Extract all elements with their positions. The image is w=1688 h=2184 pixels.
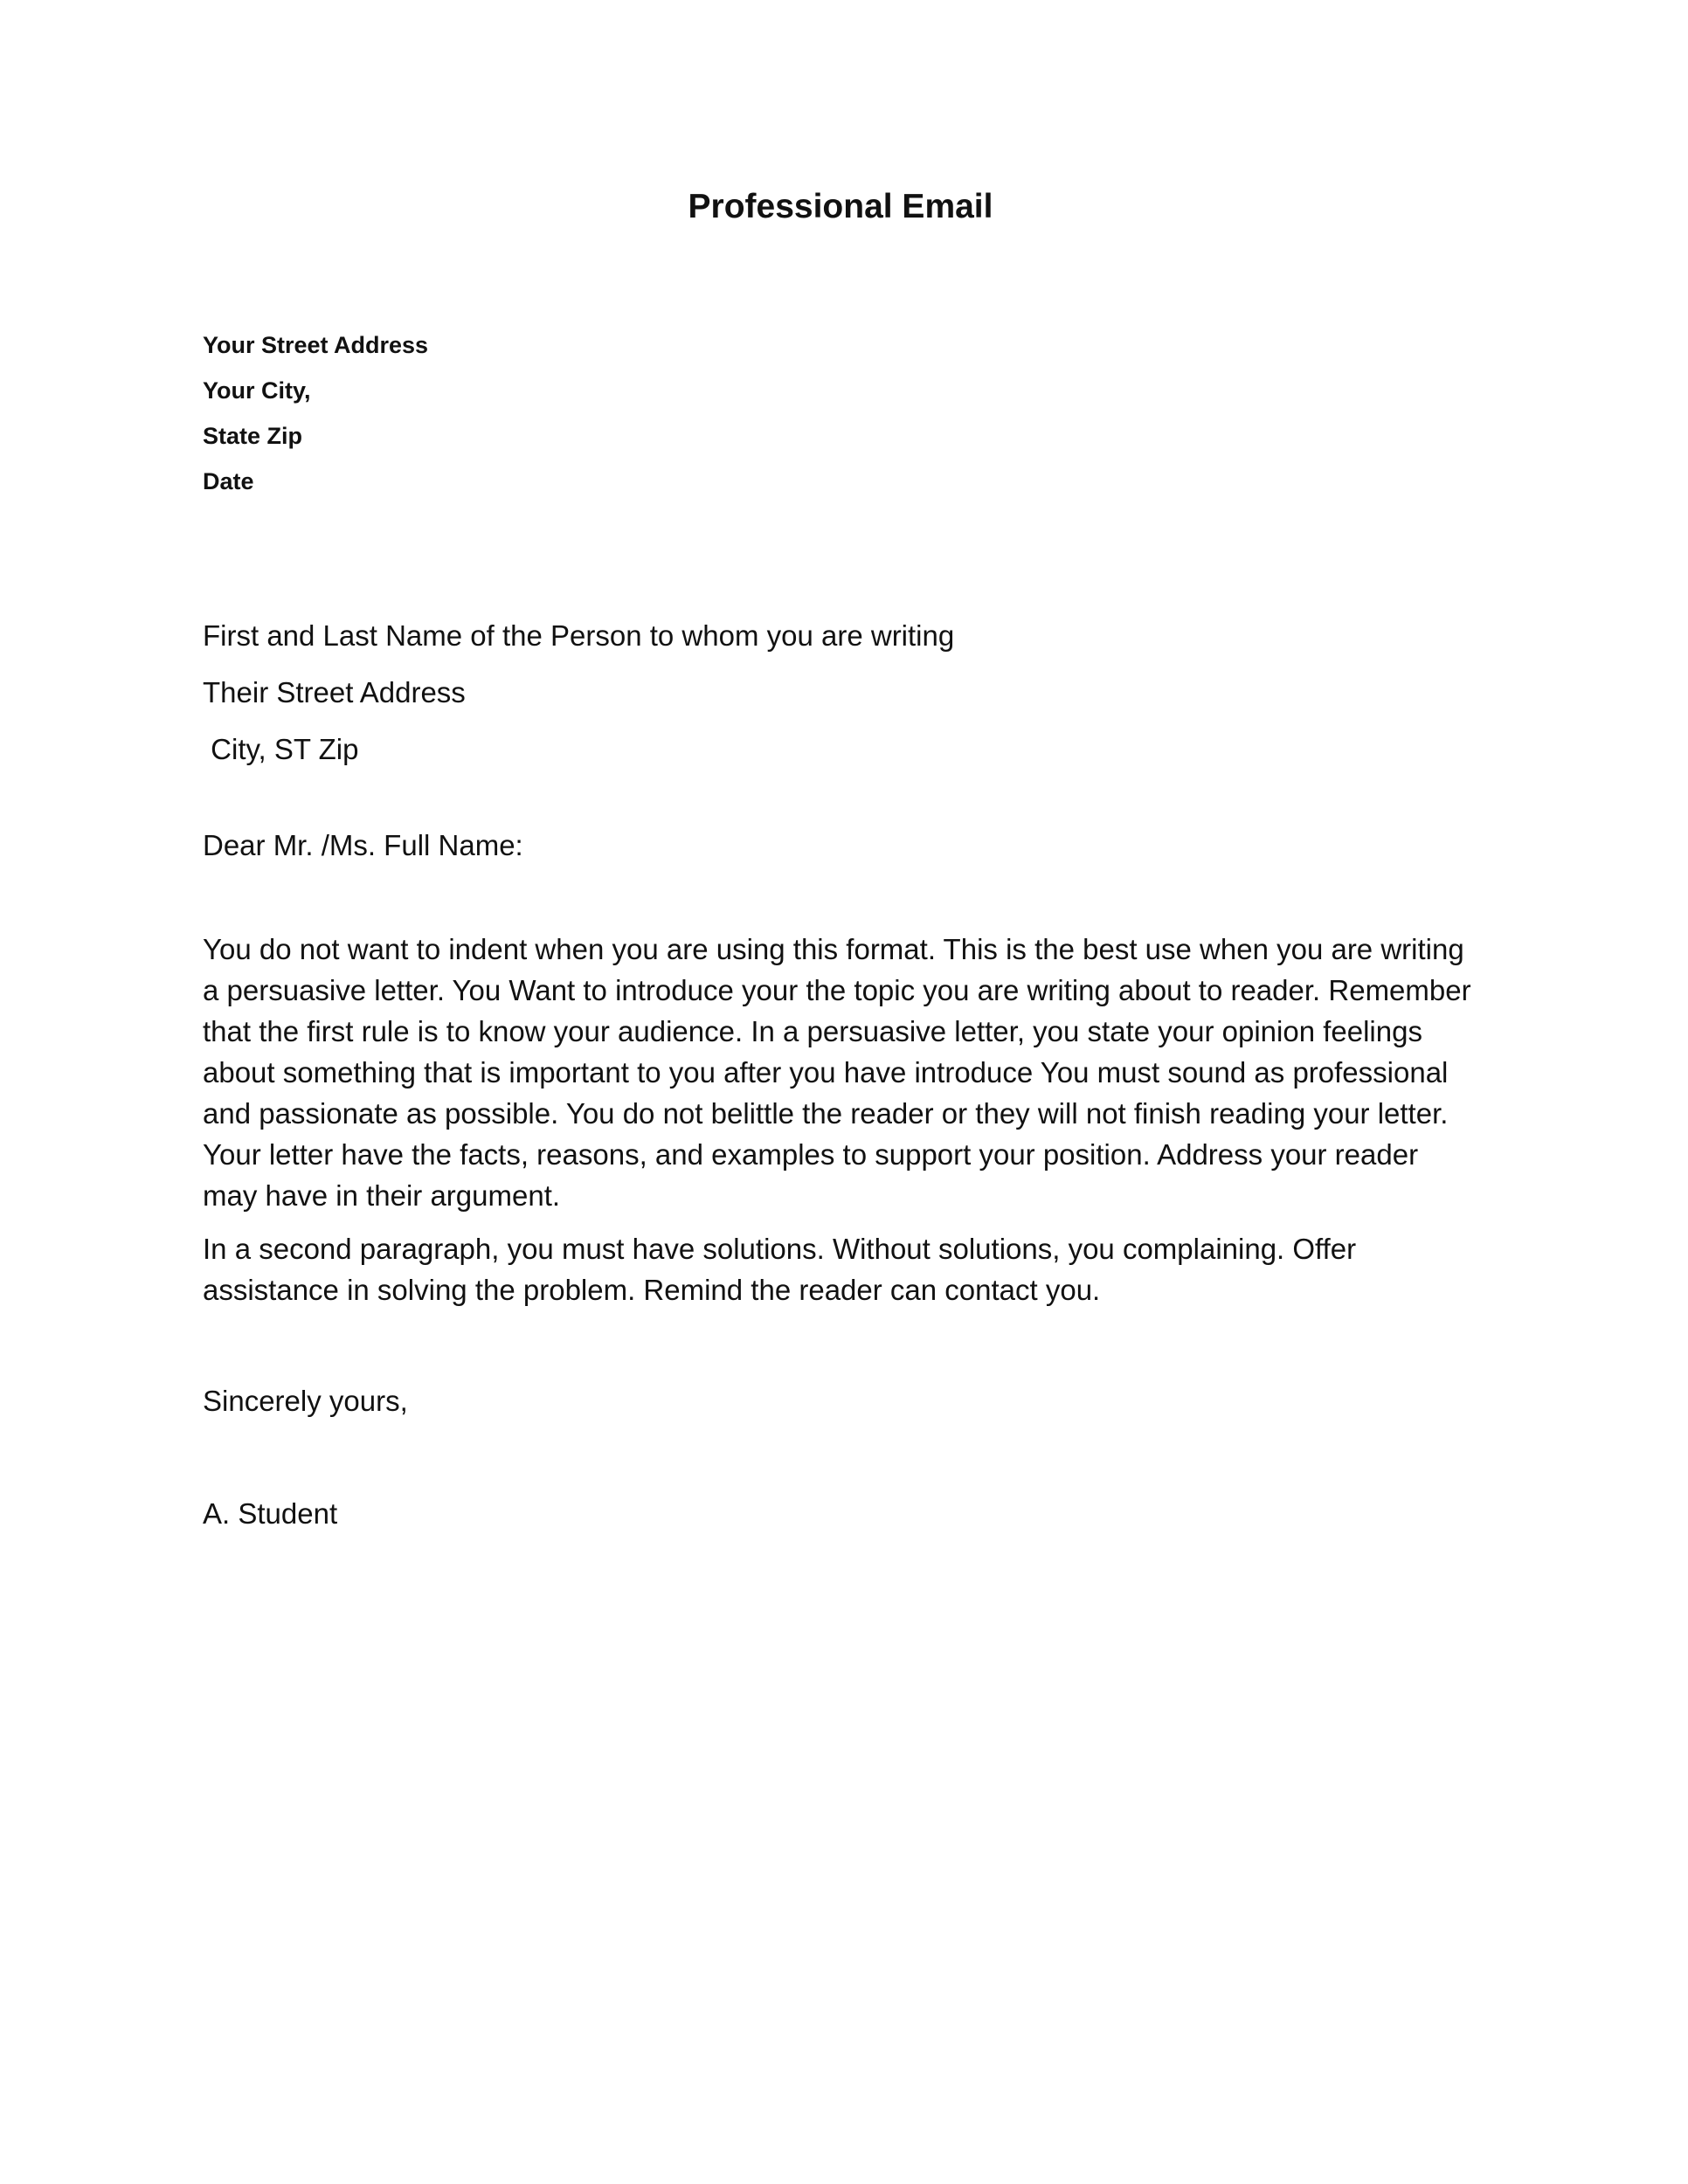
signature-line: A. Student <box>203 1497 338 1530</box>
sender-city: Your City, <box>203 377 311 404</box>
recipient-city-state-zip: City, ST Zip <box>203 733 359 765</box>
closing-line: Sincerely yours, <box>203 1385 408 1417</box>
sender-address-block <box>203 322 1478 504</box>
sender-date: Date <box>203 468 254 494</box>
recipient-name: First and Last Name of the Person to whom you are writing <box>203 619 955 652</box>
recipient-address-block <box>203 607 1478 778</box>
body-paragraph-1: You do not want to indent when you are using this format. This is the best use when you are writing a persuasive letter. You Want to introduce your the topic you are writing about to reader. Remember that the first rule is to know your audience. In a persuasive letter, you state your opinion feelings about something that is important to you after you have introduce You must sound as professional and passionate as possible. You do not belittle the reader or they will not finish reading your letter. Your letter have the facts, reasons, and examples to support your position. Address your reader may have in their argument. <box>203 933 1471 1212</box>
sender-state-zip: State Zip <box>203 423 303 449</box>
document-title: Professional Email <box>688 188 993 225</box>
salutation-line: Dear Mr. /Ms. Full Name: <box>203 829 523 861</box>
sender-street-address: Your Street Address <box>203 332 429 358</box>
body-paragraph-2: In a second paragraph, you must have solutions. Without solutions, you complaining. Offer assistance in solving the problem. Remind the reader can contact you. <box>203 1233 1357 1306</box>
recipient-street-address: Their Street Address <box>203 676 466 708</box>
